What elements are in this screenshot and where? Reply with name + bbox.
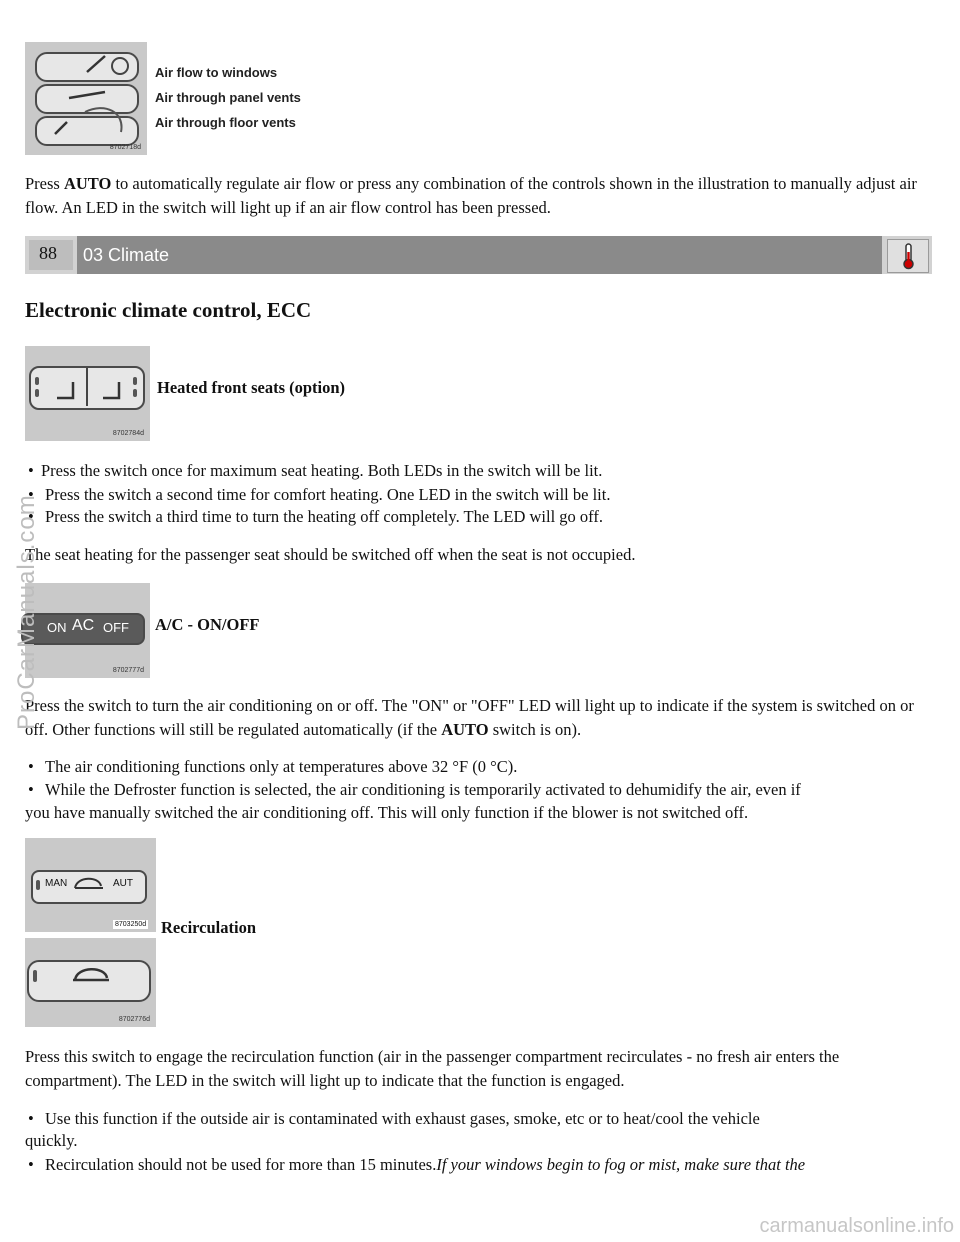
intro-paragraph: Press AUTO to automatically regulate air flow or press any combination of the controls shown in the illustration to manually adjust air flow. An LED in the switch will light up if an air flow control has been pressed.: [25, 174, 917, 217]
seat-heat-icon: [25, 346, 150, 441]
airflow-controls-image: [25, 42, 147, 155]
label-air-floor: Air through floor vents: [155, 115, 296, 130]
ac-ac-label: AC: [72, 617, 95, 634]
label-air-panel: Air through panel vents: [155, 90, 301, 105]
thermometer-icon: [887, 239, 929, 273]
ac-heading: A/C - ON/OFF: [155, 615, 260, 634]
side-watermark: ProCarManuals.com: [13, 494, 40, 730]
list-item: • Recirculation should not be used for more than 15 minutes.If your windows begin to fog or mist, make sure that the: [28, 1153, 805, 1177]
label-air-windows: Air flow to windows: [155, 65, 278, 80]
recirculation-switch-image: [25, 838, 156, 1027]
ac-switch-image: [25, 583, 150, 678]
recirc-man-label: MAN: [45, 878, 68, 889]
ac-off-label: OFF: [103, 620, 129, 635]
list-item: • Press the switch a third time to turn the heating off completely. The LED will go off.: [28, 505, 603, 529]
heated-seats-figure-code: 8702784d: [112, 430, 144, 437]
footer-watermark: carmanualsonline.info: [759, 1215, 954, 1237]
ac-on-label: ON: [47, 620, 67, 635]
recirculation-heading: Recirculation: [161, 918, 257, 937]
list-item: • Press the switch a second time for comfort heating. One LED in the switch will be lit.: [28, 483, 610, 507]
list-item: • While the Defroster function is selected, the air conditioning is temporarily activated to dehumidify the air, even if: [28, 778, 801, 802]
list-item: • Use this function if the outside air is contaminated with exhaust gases, smoke, etc or to heat/cool the vehicle: [28, 1107, 760, 1131]
list-item: • Press the switch once for maximum seat heating. Both LEDs in the switch will be lit.: [28, 459, 602, 483]
recirc-top-code: 8703250d: [115, 921, 147, 928]
ac-paragraph: Press the switch to turn the air conditioning on or off. The "ON" or "OFF" LED will light up to indicate if the system is switched on or off. Other functions will still be regulated automatically (if the AUTO switch is on).: [25, 696, 914, 739]
ac-figure-code: 8702777d: [112, 667, 144, 674]
recirc-bottom-code: 8702776d: [118, 1016, 150, 1023]
heated-seats-heading: Heated front seats (option): [157, 378, 346, 397]
ac-bullet2-continuation: you have manually switched the air conditioning off. This will only function if the blower is not switched off.: [25, 803, 749, 822]
page-number: 88: [39, 243, 57, 263]
recirculation-icon: [25, 838, 156, 1027]
recirc-bullet1-continuation: quickly.: [25, 1131, 78, 1150]
airflow-arrows-icon: [25, 42, 147, 155]
recirculation-paragraph: Press this switch to engage the recirculation function (air in the passenger compartment recirculates - no fresh air enters the compartment). The LED in the switch will light up to indicate that the function is engaged.: [25, 1047, 840, 1090]
seat-note-paragraph: The seat heating for the passenger seat should be switched off when the seat is not occupied.: [25, 545, 636, 564]
page-title: Electronic climate control, ECC: [25, 298, 312, 322]
page-header-bar: [25, 236, 932, 274]
airflow-figure-code: 8702718d: [109, 144, 141, 151]
recirc-aut-label: AUT: [113, 878, 133, 889]
list-item: • The air conditioning functions only at temperatures above 32 °F (0 °C).: [28, 755, 517, 779]
section-title: 03 Climate: [83, 245, 170, 265]
heated-seats-switch-image: [25, 346, 150, 441]
